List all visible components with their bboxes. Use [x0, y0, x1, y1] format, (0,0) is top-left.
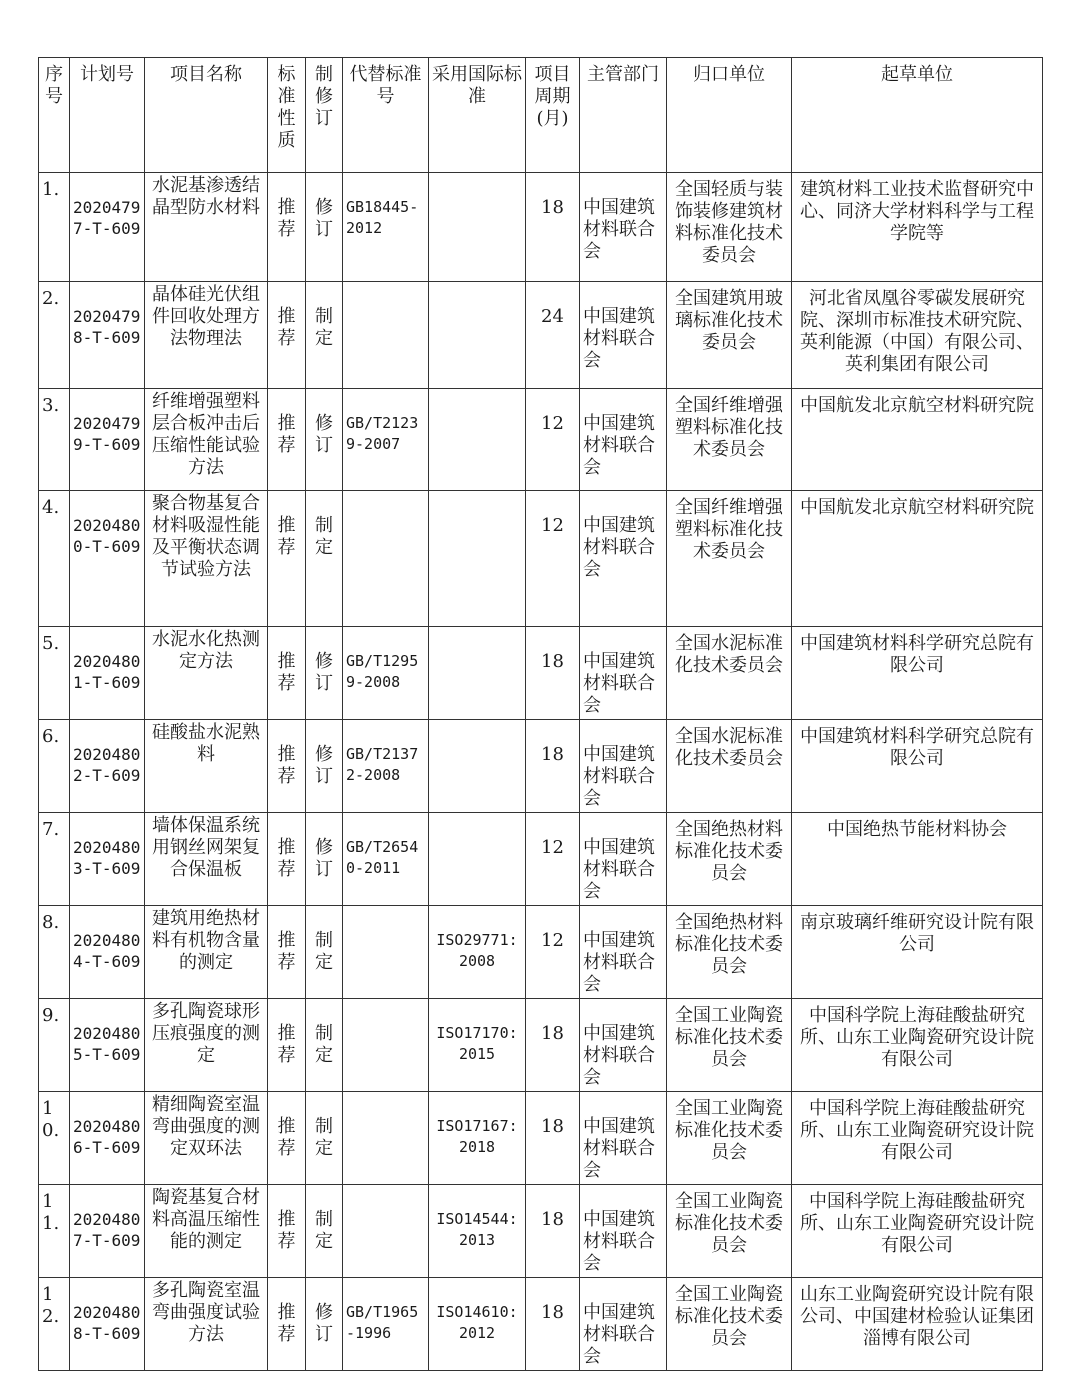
row-drafting-unit: 中国科学院上海硅酸盐研究所、山东工业陶瓷研究设计院有限公司 [792, 1092, 1043, 1185]
row-standard-nature: 推荐 [268, 282, 306, 389]
row-international-standard [429, 813, 526, 906]
row-plan-number: 20204808-T-609 [70, 1278, 145, 1371]
row-project-period: 18 [526, 999, 580, 1092]
row-competent-department: 中国建筑材料联合会 [580, 720, 667, 813]
row-replaced-standard [343, 999, 429, 1092]
row-project-period: 18 [526, 627, 580, 720]
row-project-name: 陶瓷基复合材料高温压缩性能的测定 [145, 1185, 268, 1278]
row-project-name: 建筑用绝热材料有机物含量的测定 [145, 906, 268, 999]
row-project-period: 18 [526, 1278, 580, 1371]
row-seq: 5. [39, 627, 70, 720]
row-international-standard [429, 282, 526, 389]
table-row [39, 906, 1043, 999]
row-international-standard: ISO14610:2012 [429, 1278, 526, 1371]
row-standard-nature: 推荐 [268, 720, 306, 813]
header-seq: 序号 [39, 58, 70, 173]
header-drafting-unit: 起草单位 [792, 58, 1043, 173]
row-plan-number: 20204801-T-609 [70, 627, 145, 720]
row-revision-type: 制定 [306, 999, 343, 1092]
row-project-name: 多孔陶瓷室温弯曲强度试验方法 [145, 1278, 268, 1371]
row-project-name: 多孔陶瓷球形压痕强度的测定 [145, 999, 268, 1092]
row-standard-nature: 推荐 [268, 1185, 306, 1278]
header-replaced-standard: 代替标准号 [343, 58, 429, 173]
row-project-period: 18 [526, 173, 580, 282]
row-drafting-unit: 山东工业陶瓷研究设计院有限公司、中国建材检验认证集团淄博有限公司 [792, 1278, 1043, 1371]
row-project-period: 12 [526, 906, 580, 999]
row-drafting-unit: 中国科学院上海硅酸盐研究所、山东工业陶瓷研究设计院有限公司 [792, 999, 1043, 1092]
row-responsible-unit: 全国水泥标准化技术委员会 [667, 720, 792, 813]
row-responsible-unit: 全国水泥标准化技术委员会 [667, 627, 792, 720]
row-responsible-unit: 全国纤维增强塑料标准化技术委员会 [667, 491, 792, 627]
row-project-period: 18 [526, 1185, 580, 1278]
row-responsible-unit: 全国工业陶瓷标准化技术委员会 [667, 1092, 792, 1185]
row-replaced-standard: GB18445-2012 [343, 173, 429, 282]
row-plan-number: 20204803-T-609 [70, 813, 145, 906]
row-competent-department: 中国建筑材料联合会 [580, 491, 667, 627]
table-row [39, 173, 1043, 282]
header-revision-type: 制修订 [306, 58, 343, 173]
row-competent-department: 中国建筑材料联合会 [580, 813, 667, 906]
row-revision-type: 修订 [306, 627, 343, 720]
row-standard-nature: 推荐 [268, 389, 306, 491]
row-responsible-unit: 全国工业陶瓷标准化技术委员会 [667, 1185, 792, 1278]
row-responsible-unit: 全国绝热材料标准化技术委员会 [667, 906, 792, 999]
row-replaced-standard: GB/T1965-1996 [343, 1278, 429, 1371]
row-plan-number: 20204798-T-609 [70, 282, 145, 389]
row-international-standard [429, 173, 526, 282]
row-drafting-unit: 河北省凤凰谷零碳发展研究院、深圳市标准技术研究院、英利能源（中国）有限公司、英利集团有限公司 [792, 282, 1043, 389]
row-replaced-standard: GB/T21372-2008 [343, 720, 429, 813]
table-row [39, 282, 1043, 389]
table-header [39, 58, 1043, 173]
header-plan-number: 计划号 [70, 58, 145, 173]
row-revision-type: 修订 [306, 1278, 343, 1371]
row-plan-number: 20204799-T-609 [70, 389, 145, 491]
header-project-period: 项目周期(月) [526, 58, 580, 173]
row-standard-nature: 推荐 [268, 999, 306, 1092]
row-seq: 7. [39, 813, 70, 906]
row-seq: 2. [39, 282, 70, 389]
header-standard-nature: 标准性质 [268, 58, 306, 173]
row-competent-department: 中国建筑材料联合会 [580, 999, 667, 1092]
table-row [39, 813, 1043, 906]
row-drafting-unit: 南京玻璃纤维研究设计院有限公司 [792, 906, 1043, 999]
header-international-standard: 采用国际标准 [429, 58, 526, 173]
row-responsible-unit: 全国工业陶瓷标准化技术委员会 [667, 999, 792, 1092]
row-project-name: 晶体硅光伏组件回收处理方法物理法 [145, 282, 268, 389]
row-drafting-unit: 中国建筑材料科学研究总院有限公司 [792, 627, 1043, 720]
row-competent-department: 中国建筑材料联合会 [580, 1092, 667, 1185]
row-seq: 3. [39, 389, 70, 491]
row-standard-nature: 推荐 [268, 627, 306, 720]
row-replaced-standard [343, 1185, 429, 1278]
row-revision-type: 制定 [306, 491, 343, 627]
header-row [39, 58, 1043, 173]
row-international-standard: ISO17167:2018 [429, 1092, 526, 1185]
row-responsible-unit: 全国建筑用玻璃标准化技术委员会 [667, 282, 792, 389]
row-revision-type: 修订 [306, 173, 343, 282]
row-replaced-standard: GB/T12959-2008 [343, 627, 429, 720]
row-competent-department: 中国建筑材料联合会 [580, 906, 667, 999]
row-plan-number: 20204806-T-609 [70, 1092, 145, 1185]
row-competent-department: 中国建筑材料联合会 [580, 1278, 667, 1371]
row-responsible-unit: 全国绝热材料标准化技术委员会 [667, 813, 792, 906]
row-international-standard: ISO17170:2015 [429, 999, 526, 1092]
row-project-name: 硅酸盐水泥熟料 [145, 720, 268, 813]
row-standard-nature: 推荐 [268, 173, 306, 282]
row-project-period: 18 [526, 1092, 580, 1185]
row-project-name: 水泥基渗透结晶型防水材料 [145, 173, 268, 282]
table-row [39, 389, 1043, 491]
row-seq: 9. [39, 999, 70, 1092]
row-replaced-standard: GB/T21239-2007 [343, 389, 429, 491]
row-standard-nature: 推荐 [268, 491, 306, 627]
header-responsible-unit: 归口单位 [667, 58, 792, 173]
table-row [39, 491, 1043, 627]
row-project-name: 精细陶瓷室温弯曲强度的测定双环法 [145, 1092, 268, 1185]
row-replaced-standard [343, 1092, 429, 1185]
row-revision-type: 制定 [306, 906, 343, 999]
row-project-period: 12 [526, 491, 580, 627]
row-drafting-unit: 中国绝热节能材料协会 [792, 813, 1043, 906]
table-row [39, 720, 1043, 813]
row-plan-number: 20204800-T-609 [70, 491, 145, 627]
row-drafting-unit: 建筑材料工业技术监督研究中心、同济大学材料科学与工程学院等 [792, 173, 1043, 282]
row-project-period: 12 [526, 813, 580, 906]
row-plan-number: 20204807-T-609 [70, 1185, 145, 1278]
row-international-standard [429, 627, 526, 720]
row-plan-number: 20204804-T-609 [70, 906, 145, 999]
row-international-standard: ISO14544:2013 [429, 1185, 526, 1278]
row-replaced-standard [343, 906, 429, 999]
row-revision-type: 修订 [306, 389, 343, 491]
row-drafting-unit: 中国科学院上海硅酸盐研究所、山东工业陶瓷研究设计院有限公司 [792, 1185, 1043, 1278]
row-drafting-unit: 中国建筑材料科学研究总院有限公司 [792, 720, 1043, 813]
table-row [39, 1278, 1043, 1371]
row-standard-nature: 推荐 [268, 906, 306, 999]
row-project-name: 纤维增强塑料层合板冲击后压缩性能试验方法 [145, 389, 268, 491]
row-standard-nature: 推荐 [268, 1278, 306, 1371]
row-seq: 10. [39, 1092, 70, 1185]
row-competent-department: 中国建筑材料联合会 [580, 1185, 667, 1278]
row-revision-type: 修订 [306, 720, 343, 813]
row-standard-nature: 推荐 [268, 813, 306, 906]
row-project-period: 12 [526, 389, 580, 491]
table-body [39, 173, 1043, 1371]
row-seq: 11. [39, 1185, 70, 1278]
row-replaced-standard: GB/T26540-2011 [343, 813, 429, 906]
header-project-name: 项目名称 [145, 58, 268, 173]
row-drafting-unit: 中国航发北京航空材料研究院 [792, 389, 1043, 491]
row-revision-type: 制定 [306, 282, 343, 389]
header-competent-department: 主管部门 [580, 58, 667, 173]
row-responsible-unit: 全国轻质与装饰装修建筑材料标准化技术委员会 [667, 173, 792, 282]
row-competent-department: 中国建筑材料联合会 [580, 389, 667, 491]
row-plan-number: 20204805-T-609 [70, 999, 145, 1092]
row-plan-number: 20204797-T-609 [70, 173, 145, 282]
row-international-standard [429, 720, 526, 813]
row-responsible-unit: 全国纤维增强塑料标准化技术委员会 [667, 389, 792, 491]
row-competent-department: 中国建筑材料联合会 [580, 627, 667, 720]
row-seq: 1. [39, 173, 70, 282]
row-standard-nature: 推荐 [268, 1092, 306, 1185]
row-seq: 12. [39, 1278, 70, 1371]
row-replaced-standard [343, 282, 429, 389]
row-competent-department: 中国建筑材料联合会 [580, 173, 667, 282]
row-seq: 4. [39, 491, 70, 627]
row-project-period: 18 [526, 720, 580, 813]
standards-plan-table [38, 57, 1043, 1371]
row-drafting-unit: 中国航发北京航空材料研究院 [792, 491, 1043, 627]
table-row [39, 1185, 1043, 1278]
row-replaced-standard [343, 491, 429, 627]
row-international-standard [429, 389, 526, 491]
row-plan-number: 20204802-T-609 [70, 720, 145, 813]
row-project-period: 24 [526, 282, 580, 389]
row-project-name: 墙体保温系统用钢丝网架复合保温板 [145, 813, 268, 906]
table-row [39, 627, 1043, 720]
row-project-name: 聚合物基复合材料吸湿性能及平衡状态调节试验方法 [145, 491, 268, 627]
row-seq: 8. [39, 906, 70, 999]
row-international-standard [429, 491, 526, 627]
row-revision-type: 制定 [306, 1185, 343, 1278]
row-international-standard: ISO29771:2008 [429, 906, 526, 999]
row-project-name: 水泥水化热测定方法 [145, 627, 268, 720]
row-revision-type: 制定 [306, 1092, 343, 1185]
row-seq: 6. [39, 720, 70, 813]
table-row [39, 1092, 1043, 1185]
row-revision-type: 修订 [306, 813, 343, 906]
row-responsible-unit: 全国工业陶瓷标准化技术委员会 [667, 1278, 792, 1371]
row-competent-department: 中国建筑材料联合会 [580, 282, 667, 389]
table-row [39, 999, 1043, 1092]
